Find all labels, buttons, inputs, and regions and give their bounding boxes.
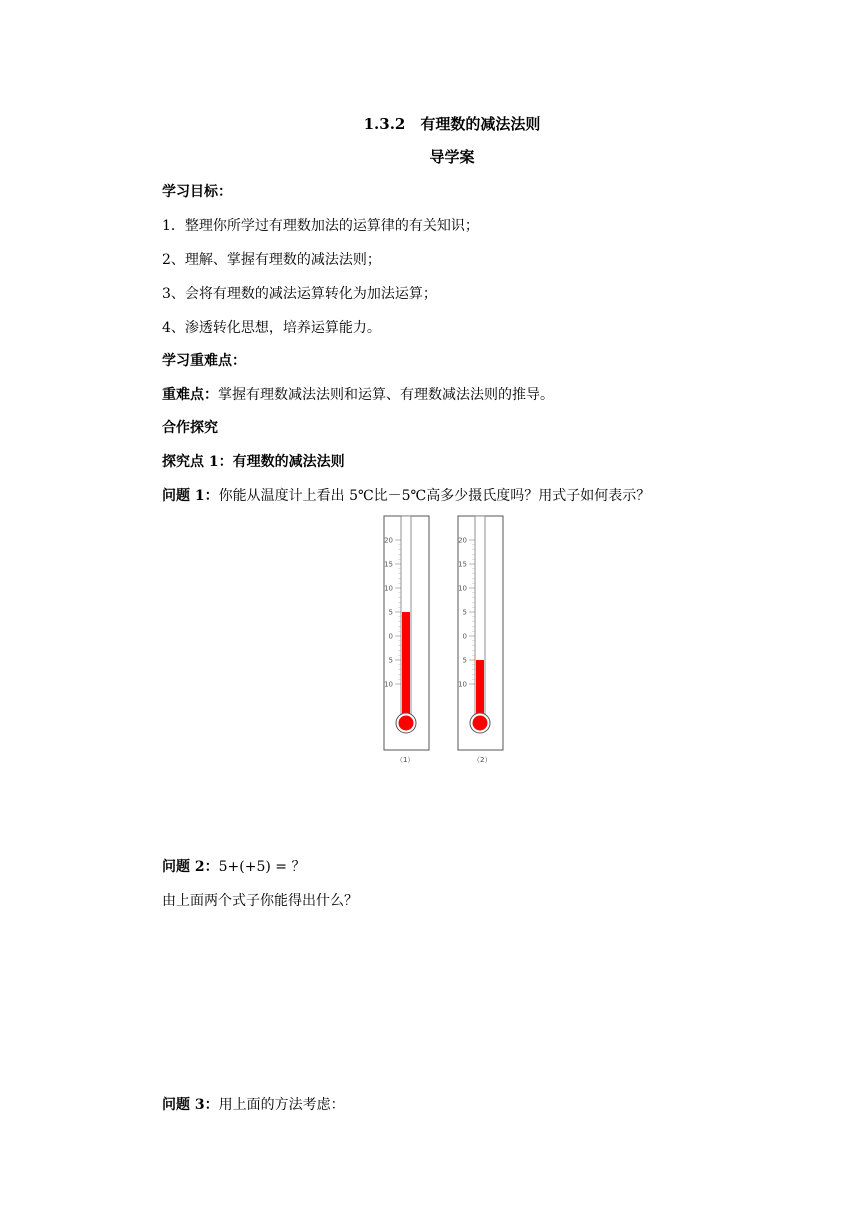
thermometer-1-graphic xyxy=(380,512,435,752)
key-points-heading: 学习重难点： xyxy=(162,353,246,369)
thermometer-1-tick-label: 5 xyxy=(388,608,393,617)
thermometer-1-mercury xyxy=(402,612,410,720)
objective-item-3: 3、会将有理数的减法运算转化为加法运算； xyxy=(162,286,437,302)
thermometer-figure xyxy=(380,512,520,772)
thermometer-2-tick-label: 0 xyxy=(462,632,467,641)
cooperation-heading: 合作探究 xyxy=(162,420,218,436)
thermometer-1-tick-label: 20 xyxy=(384,536,393,545)
explore1-heading: 探究点 1：有理数的减法法则 xyxy=(162,454,345,470)
question-3-label: 问题 3： xyxy=(162,1097,219,1113)
objective-item-4: 4、渗透转化思想，培养运算能力。 xyxy=(162,320,381,336)
question-2-followup: 由上面两个式子你能得出什么？ xyxy=(162,893,358,909)
objective-item-2: 2、理解、掌握有理数的减法法则； xyxy=(162,252,381,268)
question-3-text: 用上面的方法考虑： xyxy=(218,1097,345,1113)
thermometer-1-tick-label: 10 xyxy=(384,584,393,593)
thermometer-1 xyxy=(380,512,435,752)
thermometer-2-mercury xyxy=(476,660,484,720)
thermometer-2-tick-label: 15 xyxy=(458,560,467,569)
thermometer-2 xyxy=(454,512,509,752)
question-2-text: 5+(+5) = ？ xyxy=(218,859,306,875)
thermometer-1-tick-label: 5 xyxy=(388,656,393,665)
question-2-label: 问题 2： xyxy=(162,859,219,875)
thermometer-2-tick-label: 10 xyxy=(458,680,467,689)
thermometer-1-tick-label: 0 xyxy=(388,632,393,641)
thermometer-2-caption: （2） xyxy=(473,756,492,764)
question-1-label: 问题 1： xyxy=(162,488,219,504)
thermometer-1-tick-label: 10 xyxy=(384,680,393,689)
doc-subtitle: 导学案 xyxy=(429,148,475,166)
thermometer-2-tick-label: 20 xyxy=(458,536,467,545)
thermometer-2-tick-label: 5 xyxy=(462,608,467,617)
thermometer-1-caption: （1） xyxy=(396,756,415,764)
key-points-text: 掌握有理数减法法则和运算、有理数减法法则的推导。 xyxy=(218,387,554,403)
key-points-label: 重难点： xyxy=(162,387,218,403)
thermometer-1-bulb xyxy=(399,716,414,731)
question-3 xyxy=(162,1094,345,1114)
objective-item-1: 1．整理你所学过有理数加法的运算律的有关知识； xyxy=(162,218,479,234)
question-1-text: 你能从温度计上看出 5℃比－5℃高多少摄氏度吗？用式子如何表示？ xyxy=(218,488,651,504)
thermometer-2-graphic xyxy=(454,512,509,752)
question-2 xyxy=(162,856,305,876)
thermometer-2-tick-label: 5 xyxy=(462,656,467,665)
objectives-heading: 学习目标： xyxy=(162,184,232,200)
key-points-line xyxy=(162,384,554,404)
thermometer-1-tick-label: 15 xyxy=(384,560,393,569)
thermometer-2-tick-label: 10 xyxy=(458,584,467,593)
question-1 xyxy=(162,485,650,505)
doc-title: 1.3.2 有理数的减法法则 xyxy=(363,115,541,133)
thermometer-2-bulb xyxy=(473,716,488,731)
